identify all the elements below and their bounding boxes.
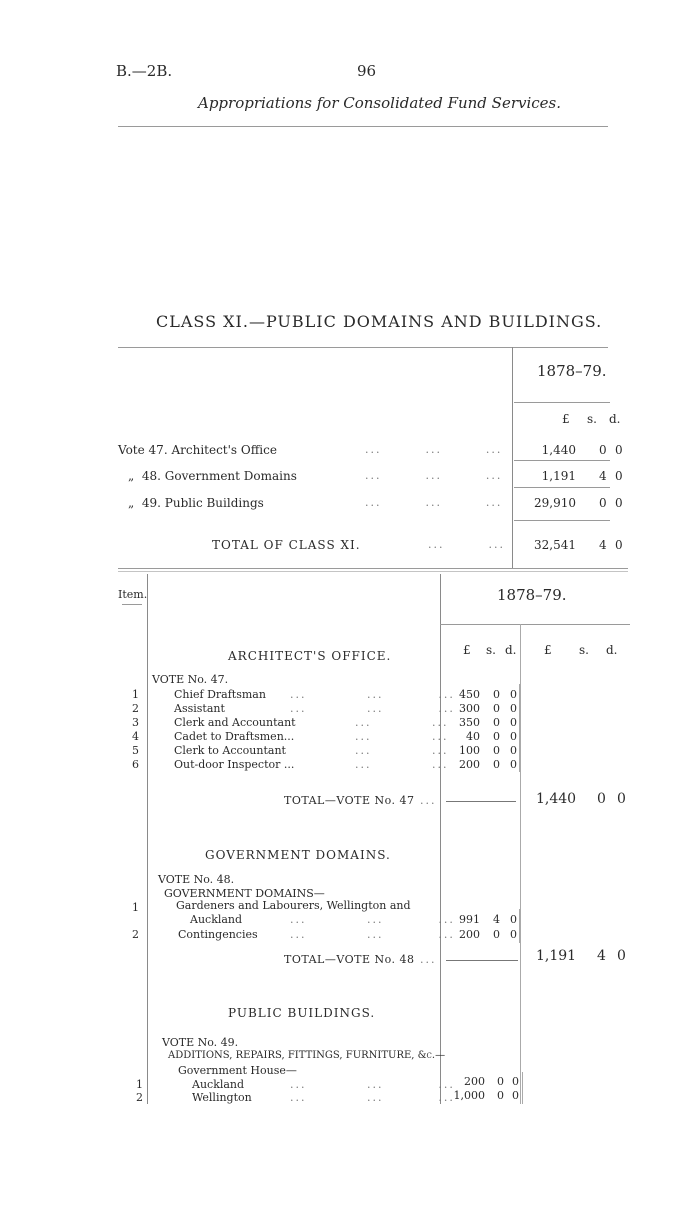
item-pence: 0 — [510, 702, 517, 715]
summary-total-label: TOTAL OF CLASS XI. — [212, 538, 361, 552]
item-number: 4 — [132, 730, 139, 743]
item-pence: 0 — [510, 716, 517, 729]
leader-dots: ... ... ... — [290, 928, 455, 941]
summary-pounds: 1,440 — [541, 443, 576, 457]
summary-top-rule — [118, 347, 608, 348]
detail-col-pounds-1: £ — [463, 643, 471, 657]
summary-pence: 0 — [615, 443, 623, 457]
item-shillings: 0 — [493, 744, 500, 757]
subsubhead-government-house: Government House— — [178, 1064, 297, 1077]
item-pence: 0 — [512, 1075, 519, 1088]
item-pence: 0 — [510, 928, 517, 941]
inner-amount-divider — [520, 624, 521, 1104]
detail-year-heading: 1878–79. — [497, 586, 567, 604]
item-column-divider — [147, 574, 148, 1104]
summary-pence: 0 — [615, 469, 623, 483]
leader-dots: ... — [420, 953, 437, 966]
item-label: Chief Draftsman — [174, 688, 266, 701]
leader-dots: ... ... ... — [365, 469, 503, 482]
item-number: 1 — [136, 1078, 143, 1091]
item-label-line2: Auckland — [190, 913, 243, 926]
vote-total-shillings-47: 0 — [597, 791, 606, 807]
item-pence: 0 — [510, 688, 517, 701]
summary-pence: 0 — [615, 496, 623, 510]
row-rule — [514, 460, 610, 461]
summary-total-pounds: 32,541 — [534, 538, 576, 552]
row-rule — [514, 487, 610, 488]
item-number: 2 — [132, 928, 139, 941]
vote-heading-49: VOTE No. 49. — [162, 1036, 239, 1049]
item-shillings: 0 — [493, 928, 500, 941]
item-pounds: 200 — [464, 1075, 485, 1088]
item-number: 1 — [132, 688, 139, 701]
summary-shillings: 0 — [599, 443, 607, 457]
summary-pounds: 29,910 — [534, 496, 576, 510]
detail-col-shillings-1: s. — [486, 643, 496, 657]
vote-label: Government Domains — [164, 469, 297, 483]
leader-dots: ... ... — [355, 730, 449, 743]
vote-label: Public Buildings — [164, 496, 264, 510]
detail-col-pounds-2: £ — [544, 643, 552, 657]
item-pounds: 200 — [459, 758, 480, 771]
item-pence: 0 — [510, 744, 517, 757]
item-label-line1: Gardeners and Labourers, Wellington and — [176, 899, 411, 912]
item-label: Cadet to Draftsmen... — [174, 730, 295, 743]
subtotal-rule — [446, 960, 518, 961]
vote-total-pounds-47: 1,440 — [536, 791, 577, 807]
summary-total-shillings: 4 — [599, 538, 607, 552]
item-label: Clerk and Accountant — [174, 716, 296, 729]
item-pounds: 450 — [459, 688, 480, 701]
page-number: 96 — [357, 62, 377, 80]
vote-total-label-47: TOTAL—VOTE No. 47 — [284, 794, 415, 807]
leader-dots: ... — [420, 794, 437, 807]
pence-column-rule — [519, 909, 520, 943]
item-pounds: 200 — [459, 928, 480, 941]
item-pounds: 40 — [466, 730, 480, 743]
item-pence: 0 — [512, 1089, 519, 1102]
detail-year-rule — [440, 624, 630, 625]
pence-column-rule — [522, 1072, 523, 1104]
item-pounds: 300 — [459, 702, 480, 715]
summary-row — [128, 496, 264, 510]
item-shillings: 0 — [497, 1075, 504, 1088]
item-label: Assistant — [174, 702, 225, 715]
item-label: Wellington — [192, 1091, 252, 1104]
item-pence: 0 — [510, 730, 517, 743]
item-label: Auckland — [192, 1078, 245, 1091]
leader-dots: ... ... ... — [290, 1078, 455, 1091]
vote-label: Architect's Office — [171, 443, 277, 457]
vote-number: 47. — [148, 443, 168, 457]
summary-col-pounds: £ — [562, 412, 570, 426]
vote-total-label-48: TOTAL—VOTE No. 48 — [284, 953, 415, 966]
detail-col-shillings-2: s. — [579, 643, 589, 657]
subtotal-rule — [446, 801, 516, 802]
item-shillings: 0 — [493, 702, 500, 715]
item-pounds: 991 — [459, 913, 480, 926]
summary-year-heading: 1878–79. — [537, 362, 607, 380]
detail-col-pence-2: d. — [606, 643, 618, 657]
page-title: Appropriations for Consolidated Fund Services. — [198, 94, 562, 112]
vote-prefix: „ — [128, 496, 135, 510]
item-shillings: 0 — [493, 688, 500, 701]
vote-total-shillings-48: 4 — [597, 948, 606, 964]
summary-total-pence: 0 — [615, 538, 623, 552]
item-shillings: 0 — [497, 1089, 504, 1102]
summary-row — [118, 443, 277, 457]
pence-column-rule — [519, 684, 520, 772]
item-pence: 0 — [510, 913, 517, 926]
item-shillings: 4 — [493, 913, 500, 926]
summary-bottom-rule-2 — [118, 571, 628, 572]
item-pence: 0 — [510, 758, 517, 771]
item-shillings: 0 — [493, 758, 500, 771]
section-title-domains: GOVERNMENT DOMAINS. — [205, 848, 391, 862]
vote-total-pounds-48: 1,191 — [536, 948, 577, 964]
section-title-architect: ARCHITECT'S OFFICE. — [228, 649, 392, 663]
item-number: 6 — [132, 758, 139, 771]
summary-pounds: 1,191 — [541, 469, 576, 483]
leader-dots: ... ... ... — [365, 496, 503, 509]
item-number: 3 — [132, 716, 139, 729]
vote-heading-47: VOTE No. 47. — [152, 673, 229, 686]
summary-shillings: 4 — [599, 469, 607, 483]
summary-column-divider — [512, 347, 513, 569]
vote-number: 49. — [141, 496, 161, 510]
summary-year-rule — [514, 402, 610, 403]
leader-dots: ... ... — [355, 716, 449, 729]
leader-dots: ... ... ... — [290, 913, 455, 926]
vote-number: 48. — [141, 469, 161, 483]
item-shillings: 0 — [493, 716, 500, 729]
leader-dots: ... ... — [355, 758, 449, 771]
document-reference: B.—2B. — [116, 62, 173, 80]
vote-heading-48: VOTE No. 48. — [158, 873, 235, 886]
leader-dots: ... ... ... — [290, 702, 455, 715]
item-label: Clerk to Accountant — [174, 744, 286, 757]
item-number: 2 — [136, 1091, 143, 1104]
item-number: 1 — [132, 901, 139, 914]
class-title: CLASS XI.—PUBLIC DOMAINS AND BUILDINGS. — [156, 312, 603, 331]
leader-dots: ... ... ... — [290, 1091, 455, 1104]
item-column-header: Item. — [118, 588, 148, 601]
leader-dots: ... ... — [355, 744, 449, 757]
subhead-buildings: ADDITIONS, REPAIRS, FITTINGS, FURNITURE, &c.— — [168, 1050, 446, 1061]
item-pounds: 350 — [459, 716, 480, 729]
item-number: 2 — [132, 702, 139, 715]
summary-bottom-rule — [118, 568, 628, 569]
detail-col-pence-1: d. — [505, 643, 517, 657]
amount-column-divider — [440, 574, 441, 1104]
vote-total-pence-48: 0 — [617, 948, 626, 964]
leader-dots: ... ... — [428, 538, 505, 551]
summary-row — [128, 469, 297, 483]
item-header-rule — [122, 604, 142, 605]
item-label: Out-door Inspector ... — [174, 758, 295, 771]
summary-col-pence: d. — [609, 412, 621, 426]
item-number: 5 — [132, 744, 139, 757]
header-rule — [118, 126, 608, 127]
item-pounds: 100 — [459, 744, 480, 757]
item-shillings: 0 — [493, 730, 500, 743]
leader-dots: ... ... ... — [290, 688, 455, 701]
summary-shillings: 0 — [599, 496, 607, 510]
total-rule — [514, 520, 610, 521]
leader-dots: ... ... ... — [365, 443, 503, 456]
subhead-domains: GOVERNMENT DOMAINS— — [164, 887, 325, 900]
item-pounds: 1,000 — [453, 1089, 485, 1102]
summary-col-shillings: s. — [587, 412, 597, 426]
vote-prefix: „ — [128, 469, 135, 483]
vote-prefix: Vote — [118, 443, 145, 457]
item-label: Contingencies — [178, 928, 258, 941]
section-title-buildings: PUBLIC BUILDINGS. — [228, 1006, 376, 1020]
vote-total-pence-47: 0 — [617, 791, 626, 807]
